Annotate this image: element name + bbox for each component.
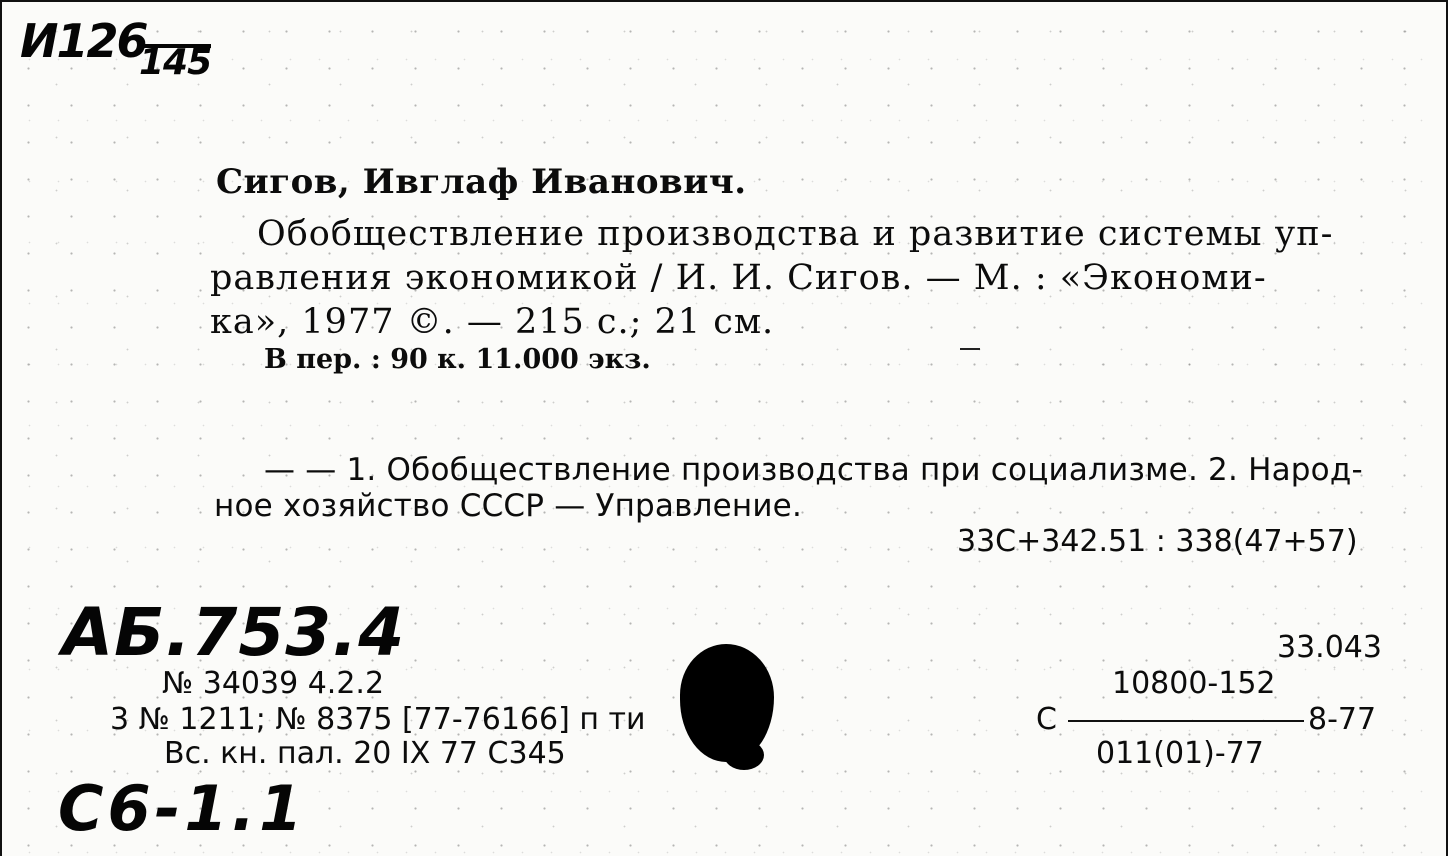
order-line: 3 № 1211; № 8375 [77-76166] п ти xyxy=(110,702,646,737)
title-line: Обобществление производства и развитие системы уп- xyxy=(257,214,1334,254)
stray-mark xyxy=(960,348,980,350)
subject-headings-line: — — 1. Обобществление производства при социализме. 2. Народ- xyxy=(264,452,1363,488)
handwritten-call-number: И126 xyxy=(20,14,147,68)
handwritten-call-number-suffix: 145 xyxy=(139,42,212,83)
subject-headings-line: ное хозяйство СССР — Управление. xyxy=(214,488,803,524)
handwritten-shelf-mark: С6-1.1 xyxy=(58,772,307,845)
price-and-print-run: В пер. : 90 к. 11.000 экз. xyxy=(264,344,651,375)
ink-blot xyxy=(680,644,774,762)
card-number: № 34039 4.2.2 xyxy=(162,666,385,701)
author-heading: Сигов, Ивглаф Иванович. xyxy=(216,162,747,202)
title-line: равления экономикой / И. И. Сигов. — М. : «Экономи- xyxy=(210,258,1267,298)
index-denominator: 011(01)-77 xyxy=(1096,736,1264,771)
classification-code: 33С+342.51 : 338(47+57) xyxy=(957,524,1358,559)
fraction-rule xyxy=(1068,720,1304,722)
index-letter: С xyxy=(1036,702,1057,737)
book-chamber-line: Вс. кн. пал. 20 IX 77 С345 xyxy=(164,736,566,771)
index-date: 8-77 xyxy=(1308,702,1377,737)
title-line: ка», 1977 ©. — 215 с.; 21 см. xyxy=(210,302,775,342)
udk-code: 33.043 xyxy=(1277,630,1382,665)
index-numerator: 10800-152 xyxy=(1112,666,1276,701)
handwritten-inventory-number: АБ.753.4 xyxy=(62,594,406,671)
